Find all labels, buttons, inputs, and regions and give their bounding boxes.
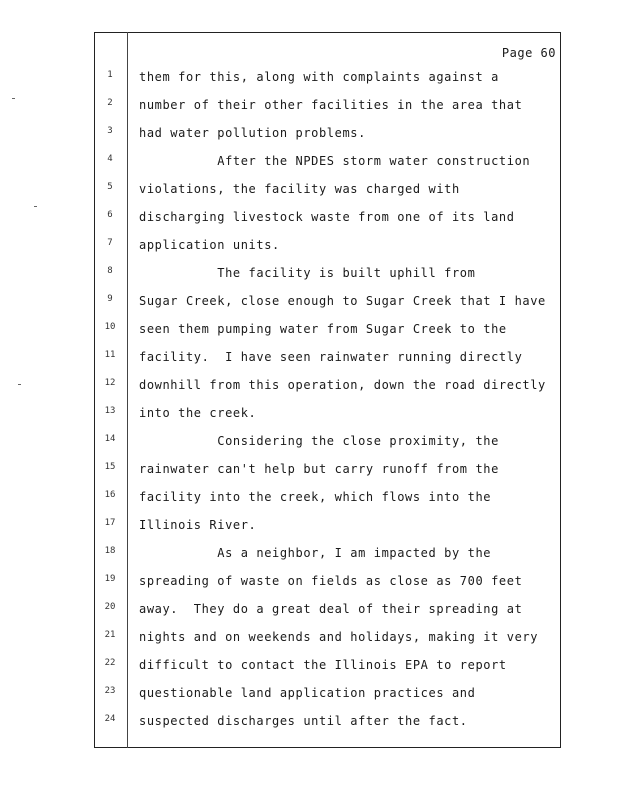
transcript-line: As a neighbor, I am impacted by the	[139, 546, 492, 560]
line-number: 16	[104, 490, 116, 500]
transcript-body	[139, 68, 557, 740]
transcript-line: downhill from this operation, down the road directly	[139, 378, 546, 392]
transcript-line: spreading of waste on fields as close as 700 feet	[139, 574, 523, 588]
line-number: 10	[104, 322, 116, 332]
line-number: 17	[104, 518, 116, 528]
transcript-line: Sugar Creek, close enough to Sugar Creek that I have	[139, 294, 546, 308]
line-number: 13	[104, 406, 116, 416]
line-number: 21	[104, 630, 116, 640]
line-number: 7	[107, 238, 113, 248]
line-number: 23	[104, 686, 116, 696]
transcript-line: Illinois River.	[139, 518, 257, 532]
line-number: 14	[104, 434, 116, 444]
line-number-margin-rule	[127, 32, 128, 748]
transcript-line: After the NPDES storm water construction	[139, 154, 531, 168]
transcript-line: away. They do a great deal of their spreading at	[139, 602, 523, 616]
transcript-line: application units.	[139, 238, 280, 252]
line-number: 2	[107, 98, 113, 108]
line-number: 15	[104, 462, 116, 472]
scan-speck	[34, 206, 37, 207]
transcript-line: suspected discharges until after the fact.	[139, 714, 468, 728]
line-number: 5	[107, 182, 113, 192]
line-number: 3	[107, 126, 113, 136]
transcript-line: The facility is built uphill from	[139, 266, 476, 280]
transcript-line: difficult to contact the Illinois EPA to report	[139, 658, 507, 672]
transcript-line: nights and on weekends and holidays, making it very	[139, 630, 539, 644]
transcript-line: facility. I have seen rainwater running directly	[139, 350, 523, 364]
line-number: 6	[107, 210, 113, 220]
transcript-line: seen them pumping water from Sugar Creek to the	[139, 322, 507, 336]
line-number: 18	[104, 546, 116, 556]
line-number: 11	[104, 350, 116, 360]
scan-speck	[18, 384, 21, 385]
transcript-line: Considering the close proximity, the	[139, 434, 499, 448]
transcript-line: violations, the facility was charged with	[139, 182, 460, 196]
line-number: 20	[104, 602, 116, 612]
transcript-line: questionable land application practices and	[139, 686, 476, 700]
line-number: 4	[107, 154, 113, 164]
transcript-line: facility into the creek, which flows into the	[139, 490, 492, 504]
transcript-line: them for this, along with complaints against a	[139, 70, 499, 84]
line-number: 12	[104, 378, 116, 388]
line-number: 1	[107, 70, 113, 80]
transcript-line: rainwater can't help but carry runoff from the	[139, 462, 499, 476]
transcript-line: number of their other facilities in the area that	[139, 98, 523, 112]
page-number: Page 60	[501, 46, 556, 60]
line-number: 22	[104, 658, 116, 668]
line-number: 24	[104, 714, 116, 724]
transcript-line: discharging livestock waste from one of its land	[139, 210, 515, 224]
transcript-line: into the creek.	[139, 406, 257, 420]
line-number: 9	[107, 294, 113, 304]
transcript-line: had water pollution problems.	[139, 126, 366, 140]
line-number: 19	[104, 574, 116, 584]
line-number-column	[96, 68, 124, 740]
line-number: 8	[107, 266, 113, 276]
scan-speck	[12, 98, 15, 99]
